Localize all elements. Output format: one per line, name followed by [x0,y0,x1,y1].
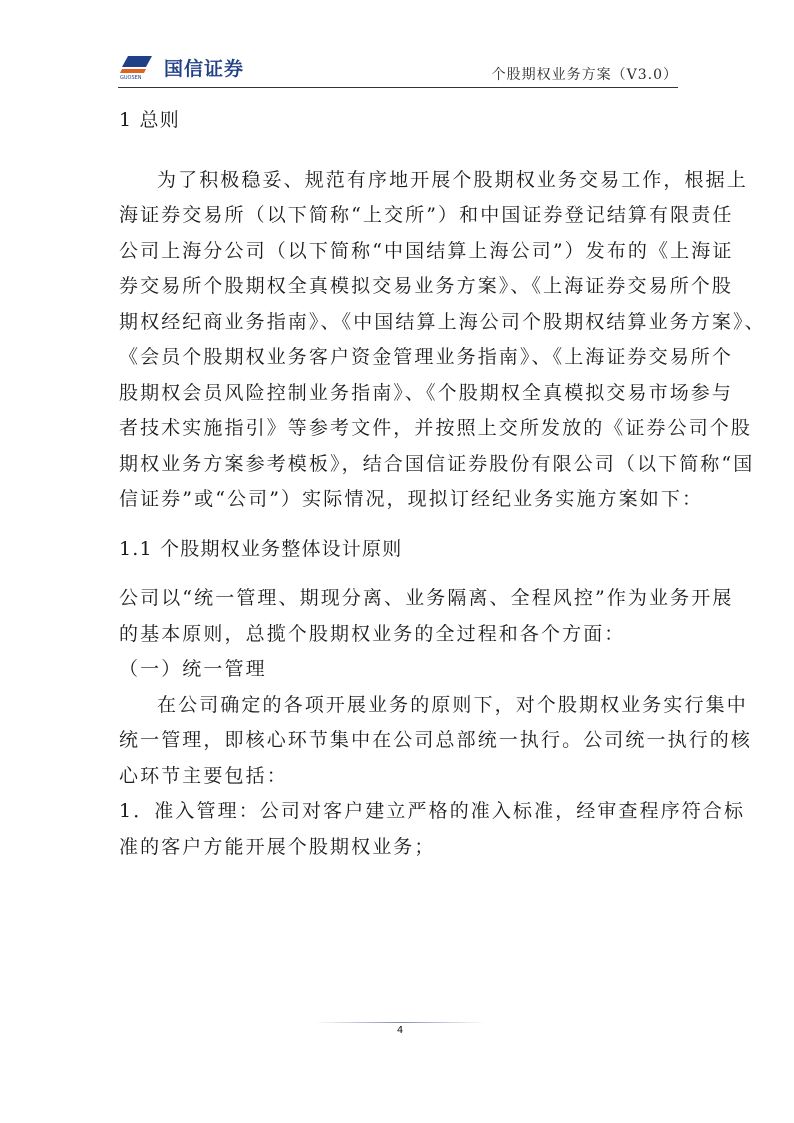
page-header [118,52,678,88]
header-divider [118,87,678,88]
paragraph-line: 《会员个股期权业务客户资金管理业务指南》、《上海证券交易所个 [119,346,734,368]
principle-paragraph [119,581,734,652]
paragraph-line: 在公司确定的各项开展业务的原则下，对个股期权业务实行集中 [157,693,748,716]
list-item-access-management [119,794,746,865]
paragraph-line: 期权经纪商业务指南》、《中国结算上海公司个股期权结算业务方案》、 [119,310,766,333]
section-heading-1-1: 1.1 个股期权业务整体设计原则 [119,537,403,560]
logo-mark-icon [118,54,160,80]
paragraph-line: 信证券”或“公司”）实际情况，现拟订经纪业务实施方案如下： [119,488,704,510]
paragraph-line: 公司上海分公司（以下简称“中国结算上海公司”）发布的《上海证 [119,239,734,262]
paragraph-line: 准的客户方能开展个股期权业务； [119,835,436,858]
paragraph-line: 统一管理，即核心环节集中在公司总部统一执行。公司统一执行的核 [119,729,753,751]
page-number: 4 [396,1025,404,1036]
svg-text:GUOSEN: GUOSEN [120,75,142,80]
paragraph-line: 公司以“统一管理、期现分离、业务隔离、全程风控”作为业务开展 [119,587,734,609]
unified-paragraph [119,688,753,795]
paragraph-line: 心环节主要包括： [119,764,288,787]
page-footer [300,1022,500,1036]
paragraph-line: 海证券交易所（以下简称“上交所”）和中国证券登记结算有限责任 [119,204,734,226]
paragraph-line: 1．准入管理：公司对客户建立严格的准入标准，经审查程序符合标 [119,800,746,822]
paragraph-line: 为了积极稳妥、规范有序地开展个股期权业务交易工作，根据上 [157,168,748,191]
section-heading-1: 1 总则 [119,109,180,131]
document-title: 个股期权业务方案（V3.0） [491,67,678,83]
footer-divider [315,1022,485,1023]
subheading-unified-management: （一）统一管理 [119,658,267,680]
paragraph-line: 股期权会员风险控制业务指南》、《个股期权全真模拟交易市场参与 [119,381,734,404]
document-body [119,103,766,865]
intro-paragraph [119,163,766,518]
paragraph-line: 者技术实施指引》等参考文件，并按照上交所发放的《证券公司个股 [119,417,753,439]
paragraph-line: 的基本原则，总揽个股期权业务的全过程和各个方面： [119,622,626,645]
logo-text: 国信证券 [164,57,245,80]
paragraph-line: 券交易所个股期权全真模拟交易业务方案》、《上海证券交易所个股 [119,275,734,297]
company-logo [118,52,244,82]
paragraph-line: 期权业务方案参考模板》，结合国信证券股份有限公司（以下简称“国 [119,452,755,475]
